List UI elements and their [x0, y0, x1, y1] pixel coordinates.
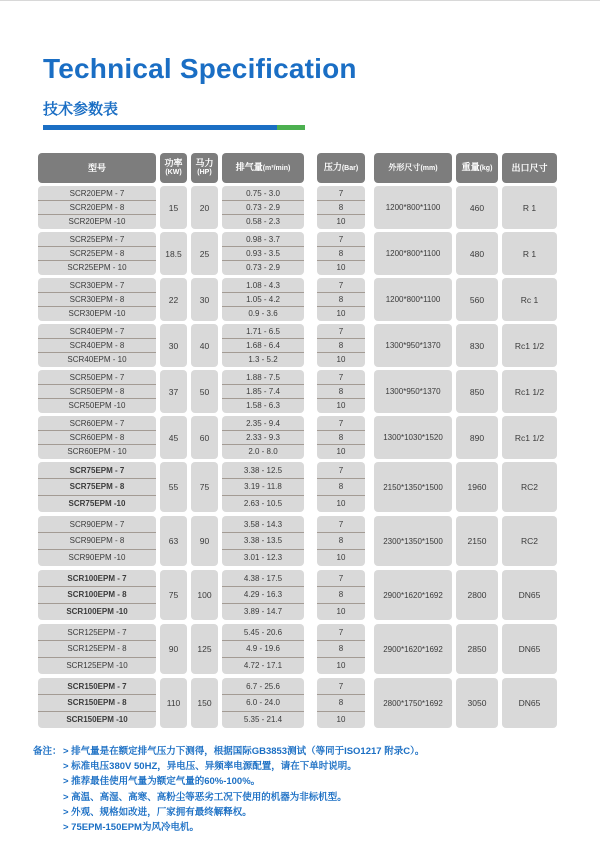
displacement-value: 1.85 - 7.4 [222, 385, 304, 399]
displacement-value: 1.68 - 6.4 [222, 339, 304, 353]
pressure-value: 8 [317, 201, 365, 215]
model-name: SCR50EPM - 8 [38, 385, 156, 399]
model-name: SCR30EPM - 7 [38, 279, 156, 293]
page-title: Technical Specification [43, 53, 357, 84]
weight-cell: 2800 [456, 570, 498, 620]
model-name: SCR20EPM - 8 [38, 201, 156, 215]
displacement-value: 1.08 - 4.3 [222, 279, 304, 293]
displacement-value: 3.19 - 11.8 [222, 479, 304, 495]
pressure-value: 8 [317, 695, 365, 711]
column-header-3: 排气量 (m³/min) [222, 153, 304, 183]
displacement-value: 5.35 - 21.4 [243, 714, 283, 724]
table-group-2 [38, 232, 558, 275]
displacement-value: 2.33 - 9.3 [222, 431, 304, 445]
displacement-value: 1.58 - 6.3 [246, 401, 280, 410]
weight-cell: 560 [456, 278, 498, 321]
model-name: SCR25EPM - 10 [67, 263, 127, 272]
model-cell [38, 416, 156, 459]
pressure-cell [317, 462, 365, 512]
outlet-cell: R 1 [502, 186, 557, 229]
table-group-5 [38, 370, 558, 413]
table-group-9 [38, 570, 558, 620]
model-name: SCR50EPM - 7 [38, 371, 156, 385]
hp-cell: 25 [191, 232, 218, 275]
hp-cell: 40 [191, 324, 218, 367]
weight-cell: 460 [456, 186, 498, 229]
weight-cell: 480 [456, 232, 498, 275]
pressure-value: 7 [317, 625, 365, 641]
model-cell [38, 278, 156, 321]
pressure-value: 7 [317, 187, 365, 201]
note-line-3 [33, 774, 573, 789]
dimensions-cell: 2900*1620*1692 [374, 624, 452, 674]
outlet-cell: Rc1 1/2 [502, 324, 557, 367]
displacement-value: 1.3 - 5.2 [248, 355, 278, 364]
underline-blue-segment [43, 125, 277, 130]
pressure-value: 7 [317, 571, 365, 587]
displacement-cell [222, 232, 304, 275]
pressure-value: 10 [336, 263, 346, 272]
pressure-value: 10 [336, 355, 346, 364]
model-name: SCR150EPM - 8 [38, 695, 156, 711]
pressure-cell [317, 624, 365, 674]
hp-cell: 125 [191, 624, 218, 674]
pressure-value: 8 [317, 533, 365, 549]
displacement-cell [222, 624, 304, 674]
displacement-value: 2.0 - 8.0 [248, 447, 278, 456]
displacement-value: 3.38 - 12.5 [222, 463, 304, 479]
displacement-value: 3.01 - 12.3 [243, 552, 283, 562]
pressure-value: 7 [317, 325, 365, 339]
power-cell: 22 [160, 278, 187, 321]
column-header-1: 功率 (KW) [160, 153, 187, 183]
table-group-4 [38, 324, 558, 367]
displacement-cell [222, 678, 304, 728]
model-name: SCR100EPM - 8 [38, 587, 156, 603]
pressure-value: 7 [317, 679, 365, 695]
outlet-cell: RC2 [502, 516, 557, 566]
displacement-cell [222, 570, 304, 620]
pressure-cell [317, 370, 365, 413]
pressure-cell [317, 324, 365, 367]
model-cell [38, 324, 156, 367]
outlet-cell: DN65 [502, 678, 557, 728]
pressure-value: 8 [317, 385, 365, 399]
pressure-value: 10 [336, 447, 346, 456]
model-name: SCR90EPM - 8 [38, 533, 156, 549]
power-cell: 37 [160, 370, 187, 413]
note-text: > 推荐最佳使用气量为额定气量的60%-100%。 [63, 776, 261, 788]
dimensions-cell: 1200*800*1100 [374, 278, 452, 321]
model-name: SCR20EPM -10 [68, 217, 126, 226]
power-cell: 90 [160, 624, 187, 674]
model-name: SCR150EPM -10 [66, 714, 128, 724]
displacement-value: 1.71 - 6.5 [222, 325, 304, 339]
underline-green-segment [277, 125, 305, 130]
power-cell: 75 [160, 570, 187, 620]
model-name: SCR40EPM - 7 [38, 325, 156, 339]
pressure-value: 10 [336, 714, 346, 724]
weight-cell: 2850 [456, 624, 498, 674]
outlet-cell: Rc 1 [502, 278, 557, 321]
pressure-value: 10 [336, 606, 346, 616]
model-cell [38, 186, 156, 229]
hp-cell: 20 [191, 186, 218, 229]
weight-cell: 890 [456, 416, 498, 459]
displacement-cell [222, 462, 304, 512]
table-group-6 [38, 416, 558, 459]
model-name: SCR60EPM - 8 [38, 431, 156, 445]
page-subtitle: 技术参数表 [43, 101, 119, 118]
dimensions-cell: 1200*800*1100 [374, 232, 452, 275]
model-name: SCR30EPM - 8 [38, 293, 156, 307]
displacement-value: 0.75 - 3.0 [222, 187, 304, 201]
model-cell [38, 516, 156, 566]
pressure-value: 7 [317, 517, 365, 533]
pressure-cell [317, 232, 365, 275]
model-name: SCR100EPM - 7 [38, 571, 156, 587]
displacement-cell [222, 324, 304, 367]
displacement-value: 4.29 - 16.3 [222, 587, 304, 603]
notes [33, 744, 573, 835]
pressure-cell [317, 516, 365, 566]
model-cell [38, 462, 156, 512]
hp-cell: 75 [191, 462, 218, 512]
displacement-value: 4.72 - 17.1 [243, 660, 283, 670]
note-line-6 [33, 820, 573, 835]
weight-cell: 1960 [456, 462, 498, 512]
hp-cell: 150 [191, 678, 218, 728]
pressure-cell [317, 186, 365, 229]
displacement-value: 0.9 - 3.6 [248, 309, 278, 318]
outlet-cell: DN65 [502, 570, 557, 620]
weight-cell: 2150 [456, 516, 498, 566]
dimensions-cell: 2800*1750*1692 [374, 678, 452, 728]
notes-prefix: 备注： [33, 746, 62, 757]
table-body [38, 186, 558, 728]
model-name: SCR40EPM - 8 [38, 339, 156, 353]
model-name: SCR90EPM -10 [68, 552, 126, 562]
displacement-value: 0.93 - 3.5 [222, 247, 304, 261]
pressure-cell [317, 416, 365, 459]
note-text: > 75EPM-150EPM为风冷电机。 [63, 822, 199, 834]
pressure-value: 7 [317, 417, 365, 431]
pressure-value: 10 [336, 217, 346, 226]
displacement-value: 2.35 - 9.4 [222, 417, 304, 431]
column-header-2: 马力 (HP) [191, 153, 218, 183]
model-name: SCR75EPM - 7 [38, 463, 156, 479]
note-text: > 标准电压380V 50HZ，异电压、异频率电源配置，请在下单时说明。 [63, 761, 357, 773]
column-header-0: 型号 [38, 153, 156, 183]
note-text: > 高温、高湿、高寒、高粉尘等恶劣工况下使用的机器为非标机型。 [63, 791, 347, 803]
displacement-value: 3.38 - 13.5 [222, 533, 304, 549]
displacement-value: 5.45 - 20.6 [222, 625, 304, 641]
outlet-cell: Rc1 1/2 [502, 416, 557, 459]
displacement-value: 1.05 - 4.2 [222, 293, 304, 307]
displacement-value: 0.73 - 2.9 [246, 263, 280, 272]
note-text: > 外观、规格如改进，厂家拥有最终解释权。 [63, 806, 252, 818]
power-cell: 63 [160, 516, 187, 566]
hp-cell: 90 [191, 516, 218, 566]
model-name: SCR100EPM -10 [66, 606, 128, 616]
note-text: > 排气量是在额定排气压力下测得，根据国际GB3853测试（等同于ISO1217 附录C）。 [63, 746, 425, 757]
pressure-value: 10 [336, 401, 346, 410]
note-line-4 [33, 790, 573, 805]
pressure-cell [317, 678, 365, 728]
note-line-1 [33, 744, 573, 759]
pressure-value: 7 [317, 463, 365, 479]
power-cell: 15 [160, 186, 187, 229]
model-name: SCR20EPM - 7 [38, 187, 156, 201]
column-header-5: 外形尺寸 (mm) [374, 153, 452, 183]
model-name: SCR40EPM - 10 [67, 355, 127, 364]
weight-cell: 830 [456, 324, 498, 367]
model-name: SCR60EPM - 7 [38, 417, 156, 431]
title-underline [43, 125, 305, 130]
model-cell [38, 570, 156, 620]
model-name: SCR50EPM -10 [68, 401, 126, 410]
weight-cell: 850 [456, 370, 498, 413]
model-name: SCR30EPM -10 [68, 309, 126, 318]
displacement-cell [222, 516, 304, 566]
model-cell [38, 232, 156, 275]
power-cell: 18.5 [160, 232, 187, 275]
note-line-5 [33, 805, 573, 820]
displacement-value: 0.73 - 2.9 [222, 201, 304, 215]
model-name: SCR25EPM - 8 [38, 247, 156, 261]
model-name: SCR90EPM - 7 [38, 517, 156, 533]
outlet-cell: Rc1 1/2 [502, 370, 557, 413]
model-name: SCR125EPM -10 [66, 660, 128, 670]
outlet-cell: DN65 [502, 624, 557, 674]
displacement-value: 3.89 - 14.7 [243, 606, 283, 616]
table-group-8 [38, 516, 558, 566]
displacement-value: 2.63 - 10.5 [243, 498, 283, 508]
column-header-4: 压力 (Bar) [317, 153, 365, 183]
model-name: SCR150EPM - 7 [38, 679, 156, 695]
model-name: SCR125EPM - 7 [38, 625, 156, 641]
hp-cell: 30 [191, 278, 218, 321]
displacement-value: 3.58 - 14.3 [222, 517, 304, 533]
model-name: SCR75EPM -10 [68, 498, 126, 508]
displacement-value: 0.98 - 3.7 [222, 233, 304, 247]
outlet-cell: RC2 [502, 462, 557, 512]
displacement-value: 4.38 - 17.5 [222, 571, 304, 587]
power-cell: 110 [160, 678, 187, 728]
pressure-value: 8 [317, 247, 365, 261]
dimensions-cell: 1300*950*1370 [374, 324, 452, 367]
table-group-11 [38, 678, 558, 728]
pressure-value: 7 [317, 279, 365, 293]
model-name: SCR125EPM - 8 [38, 641, 156, 657]
power-cell: 55 [160, 462, 187, 512]
displacement-value: 1.88 - 7.5 [222, 371, 304, 385]
table-group-7 [38, 462, 558, 512]
displacement-value: 4.9 - 19.6 [222, 641, 304, 657]
displacement-value: 6.7 - 25.6 [222, 679, 304, 695]
pressure-value: 7 [317, 233, 365, 247]
pressure-value: 8 [317, 479, 365, 495]
model-name: SCR60EPM - 10 [67, 447, 127, 456]
pressure-cell [317, 278, 365, 321]
hp-cell: 50 [191, 370, 218, 413]
pressure-value: 8 [317, 293, 365, 307]
displacement-cell [222, 278, 304, 321]
power-cell: 45 [160, 416, 187, 459]
outlet-cell: R 1 [502, 232, 557, 275]
pressure-value: 10 [336, 552, 346, 562]
table-group-3 [38, 278, 558, 321]
pressure-value: 8 [317, 339, 365, 353]
spec-table [38, 153, 558, 732]
pressure-value: 8 [317, 431, 365, 445]
dimensions-cell: 2300*1350*1500 [374, 516, 452, 566]
displacement-cell [222, 186, 304, 229]
displacement-value: 6.0 - 24.0 [222, 695, 304, 711]
hp-cell: 100 [191, 570, 218, 620]
pressure-value: 10 [336, 660, 346, 670]
displacement-cell [222, 416, 304, 459]
model-name: SCR25EPM - 7 [38, 233, 156, 247]
power-cell: 30 [160, 324, 187, 367]
table-header-row [38, 153, 558, 183]
hp-cell: 60 [191, 416, 218, 459]
model-cell [38, 624, 156, 674]
table-group-1 [38, 186, 558, 229]
dimensions-cell: 1300*950*1370 [374, 370, 452, 413]
table-group-10 [38, 624, 558, 674]
model-cell [38, 370, 156, 413]
pressure-value: 7 [317, 371, 365, 385]
dimensions-cell: 2900*1620*1692 [374, 570, 452, 620]
pressure-value: 10 [336, 309, 346, 318]
dimensions-cell: 1300*1030*1520 [374, 416, 452, 459]
note-line-2 [33, 759, 573, 774]
pressure-cell [317, 570, 365, 620]
model-cell [38, 678, 156, 728]
column-header-7: 出口尺寸 [502, 153, 557, 183]
pressure-value: 8 [317, 641, 365, 657]
displacement-value: 0.58 - 2.3 [246, 217, 280, 226]
pressure-value: 10 [336, 498, 346, 508]
dimensions-cell: 2150*1350*1500 [374, 462, 452, 512]
dimensions-cell: 1200*800*1100 [374, 186, 452, 229]
displacement-cell [222, 370, 304, 413]
model-name: SCR75EPM - 8 [38, 479, 156, 495]
weight-cell: 3050 [456, 678, 498, 728]
pressure-value: 8 [317, 587, 365, 603]
column-header-6: 重量 (kg) [456, 153, 498, 183]
